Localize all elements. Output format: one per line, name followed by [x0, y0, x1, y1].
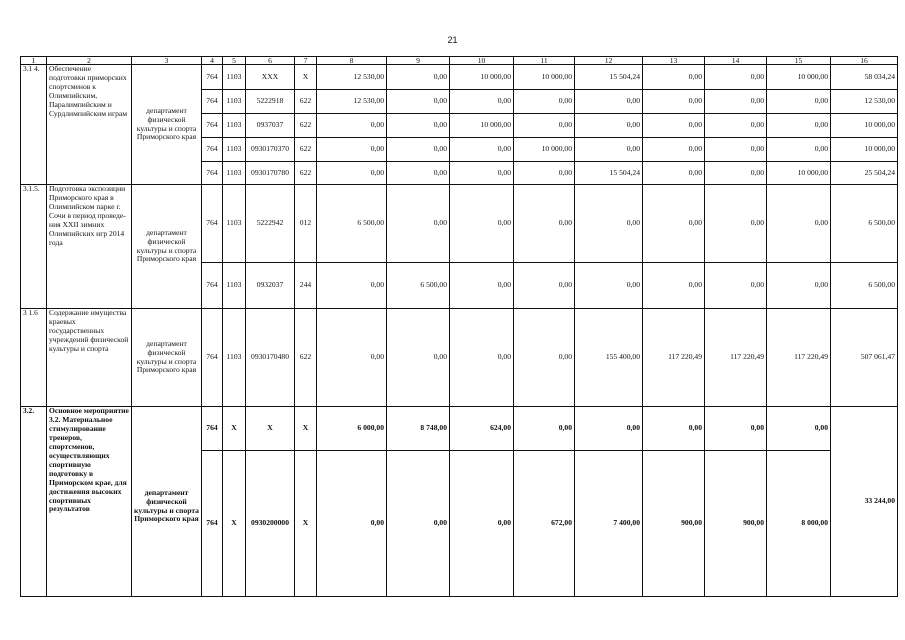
table-cell: 0,00 [705, 114, 767, 138]
table-cell: 622 [295, 162, 317, 185]
table-cell: 5222918 [246, 90, 295, 114]
table-cell: 0,00 [450, 309, 514, 407]
table-cell: 0,00 [705, 162, 767, 185]
table-cell: 117 220,49 [767, 309, 831, 407]
table-cell: 6 500,00 [831, 185, 898, 263]
table-cell: 0930170780 [246, 162, 295, 185]
table-cell: 0,00 [705, 90, 767, 114]
department: департамент физической культуры и спорта Приморского края [132, 309, 202, 407]
table-cell: 6 000,00 [317, 407, 387, 451]
table-cell: 764 [202, 407, 223, 451]
table-cell: X [246, 407, 295, 451]
column-number: 2 [47, 57, 132, 65]
table-cell: 0,00 [643, 90, 705, 114]
table-cell: 0,00 [643, 138, 705, 162]
table-cell: 0,00 [643, 162, 705, 185]
column-number: 3 [132, 57, 202, 65]
table-cell: 155 400,00 [575, 309, 643, 407]
table-cell: 764 [202, 185, 223, 263]
table-cell: 12 530,00 [317, 65, 387, 90]
table-row [21, 65, 898, 90]
header-row [21, 57, 898, 65]
table-cell: 900,00 [705, 451, 767, 597]
item-code: 3.1 4. [21, 65, 47, 185]
table-cell: 0,00 [643, 263, 705, 309]
table-cell: 764 [202, 162, 223, 185]
table-cell: 1103 [223, 309, 246, 407]
table-cell: 0,00 [643, 407, 705, 451]
table-cell: 12 530,00 [317, 90, 387, 114]
table-cell: 0937037 [246, 114, 295, 138]
column-number: 15 [767, 57, 831, 65]
table-cell: 0930170370 [246, 138, 295, 162]
table-cell: XXX [246, 65, 295, 90]
table-cell: 10 000,00 [450, 114, 514, 138]
table-cell: 0,00 [575, 114, 643, 138]
table-cell: 0,00 [575, 407, 643, 451]
table-cell: 1103 [223, 263, 246, 309]
table-cell: 0,00 [317, 263, 387, 309]
table-cell: 6 500,00 [317, 185, 387, 263]
column-number: 6 [246, 57, 295, 65]
table-cell: 10 000,00 [514, 65, 575, 90]
item-name: Содержание имущества краевых государственных учреждений физической культуры и спорта [47, 309, 132, 407]
table-cell: 0,00 [387, 138, 450, 162]
table-cell: 507 061,47 [831, 309, 898, 407]
table-cell-total: 33 244,00 [831, 407, 898, 597]
table-cell: 117 220,49 [643, 309, 705, 407]
table-cell: 0,00 [514, 114, 575, 138]
table-cell: 0,00 [514, 263, 575, 309]
table-cell: 8 000,00 [767, 451, 831, 597]
table-cell: 672,00 [514, 451, 575, 597]
table-cell: 0,00 [514, 309, 575, 407]
table-cell: 0,00 [705, 185, 767, 263]
table-cell: 0,00 [387, 451, 450, 597]
column-number: 13 [643, 57, 705, 65]
table-cell: 1103 [223, 90, 246, 114]
table-row [21, 185, 898, 263]
table-cell: 15 504,24 [575, 162, 643, 185]
table-cell: 0,00 [767, 407, 831, 451]
column-number: 7 [295, 57, 317, 65]
table-cell: 0,00 [575, 138, 643, 162]
table-cell: 764 [202, 263, 223, 309]
table-cell: 0,00 [450, 185, 514, 263]
table-cell: 5222942 [246, 185, 295, 263]
item-name: Основное мероприятие 3.2. Материальное стимулирование тренеров, спортсменов, осуществляющих спортивную подготовку в Приморском крае, для достижения высоких спортивных результатов [47, 407, 132, 597]
table-cell: 764 [202, 138, 223, 162]
table-cell: 12 530,00 [831, 90, 898, 114]
column-number: 16 [831, 57, 898, 65]
item-code: 3 1.6 [21, 309, 47, 407]
table-cell: 6 500,00 [831, 263, 898, 309]
table-cell: 0930170480 [246, 309, 295, 407]
table-cell: 622 [295, 90, 317, 114]
table-cell: 0,00 [514, 407, 575, 451]
table-cell: 25 504,24 [831, 162, 898, 185]
column-number: 8 [317, 57, 387, 65]
department: департамент физической культуры и спорта Приморского края [132, 185, 202, 309]
table-cell: 0,00 [643, 185, 705, 263]
table-cell: 8 748,00 [387, 407, 450, 451]
table-cell: 0932037 [246, 263, 295, 309]
table-cell: 0,00 [317, 114, 387, 138]
table-cell: 0,00 [317, 309, 387, 407]
table-cell: 0,00 [705, 65, 767, 90]
table-cell: 900,00 [643, 451, 705, 597]
column-number: 11 [514, 57, 575, 65]
table-cell: 0,00 [767, 138, 831, 162]
column-number: 9 [387, 57, 450, 65]
table-cell: X [295, 407, 317, 451]
table-cell: 0,00 [514, 162, 575, 185]
table-cell: 0,00 [317, 138, 387, 162]
column-number: 5 [223, 57, 246, 65]
table-cell: 764 [202, 90, 223, 114]
table-cell: X [295, 65, 317, 90]
table-cell: 0,00 [450, 263, 514, 309]
table-cell: 1103 [223, 185, 246, 263]
table-cell: 1103 [223, 138, 246, 162]
table-cell: 58 034,24 [831, 65, 898, 90]
table-cell: 0,00 [643, 114, 705, 138]
table-cell: 0,00 [767, 263, 831, 309]
item-name: Обеспечение подготовки приморских спортсменов к Олимпийским, Паралимпийским и Сурдлимпийским играм [47, 65, 132, 185]
table-cell: 117 220,49 [705, 309, 767, 407]
table-cell: 0,00 [767, 114, 831, 138]
table-cell: 10 000,00 [767, 65, 831, 90]
table-cell: 622 [295, 138, 317, 162]
table-cell: 0,00 [387, 65, 450, 90]
table-cell: 1103 [223, 162, 246, 185]
table-cell: X [223, 451, 246, 597]
item-name: Подготовка экспозиции Приморского края в Олимпийском парке г. Сочи в период проведе-ния XXII зимних Олимпийских игр 2014 года [47, 185, 132, 309]
column-number: 1 [21, 57, 47, 65]
table-cell: 624,00 [450, 407, 514, 451]
table-cell: 244 [295, 263, 317, 309]
budget-table [20, 56, 898, 597]
table-cell: 0,00 [387, 162, 450, 185]
table-cell: 6 500,00 [387, 263, 450, 309]
table-cell: 0,00 [387, 114, 450, 138]
item-code: 3.2. [21, 407, 47, 597]
table-cell: 622 [295, 309, 317, 407]
table-cell: 764 [202, 451, 223, 597]
item-code: 3.1.5. [21, 185, 47, 309]
table-cell: 622 [295, 114, 317, 138]
table-cell: 764 [202, 114, 223, 138]
table-cell: X [295, 451, 317, 597]
table-cell: 10 000,00 [514, 138, 575, 162]
column-number: 10 [450, 57, 514, 65]
table-cell: 1103 [223, 65, 246, 90]
table-cell: 0,00 [317, 451, 387, 597]
table-cell: 0,00 [387, 90, 450, 114]
table-cell: 0,00 [387, 185, 450, 263]
table-cell: X [223, 407, 246, 451]
table-cell: 0,00 [575, 90, 643, 114]
table-cell: 0,00 [450, 162, 514, 185]
table-cell: 0,00 [514, 185, 575, 263]
table-row [21, 407, 898, 451]
column-number: 12 [575, 57, 643, 65]
table-cell: 0,00 [705, 263, 767, 309]
table-cell: 10 000,00 [450, 65, 514, 90]
table-cell: 0,00 [705, 407, 767, 451]
table-cell: 0,00 [450, 138, 514, 162]
table-cell: 0930200000 [246, 451, 295, 597]
table-row [21, 309, 898, 407]
table-cell: 764 [202, 65, 223, 90]
table-cell: 764 [202, 309, 223, 407]
table-cell: 0,00 [387, 309, 450, 407]
department: департамент физической культуры и спорта Приморского края [132, 407, 202, 597]
column-number: 14 [705, 57, 767, 65]
table-cell: 0,00 [643, 65, 705, 90]
table-cell: 10 000,00 [767, 162, 831, 185]
table-cell: 0,00 [317, 162, 387, 185]
department: департамент физической культуры и спорта Приморского края [132, 65, 202, 185]
table-cell: 012 [295, 185, 317, 263]
table-cell: 0,00 [575, 263, 643, 309]
table-cell: 0,00 [767, 185, 831, 263]
table-cell: 0,00 [705, 138, 767, 162]
table-cell: 0,00 [575, 185, 643, 263]
table-cell: 7 400,00 [575, 451, 643, 597]
table-cell: 0,00 [767, 90, 831, 114]
table-cell: 0,00 [450, 451, 514, 597]
table-cell: 10 000,00 [831, 138, 898, 162]
table-cell: 10 000,00 [831, 114, 898, 138]
table-cell: 1103 [223, 114, 246, 138]
table-cell: 0,00 [514, 90, 575, 114]
table-cell: 0,00 [450, 90, 514, 114]
page-number: 21 [447, 35, 458, 45]
column-number: 4 [202, 57, 223, 65]
table-cell: 15 504,24 [575, 65, 643, 90]
